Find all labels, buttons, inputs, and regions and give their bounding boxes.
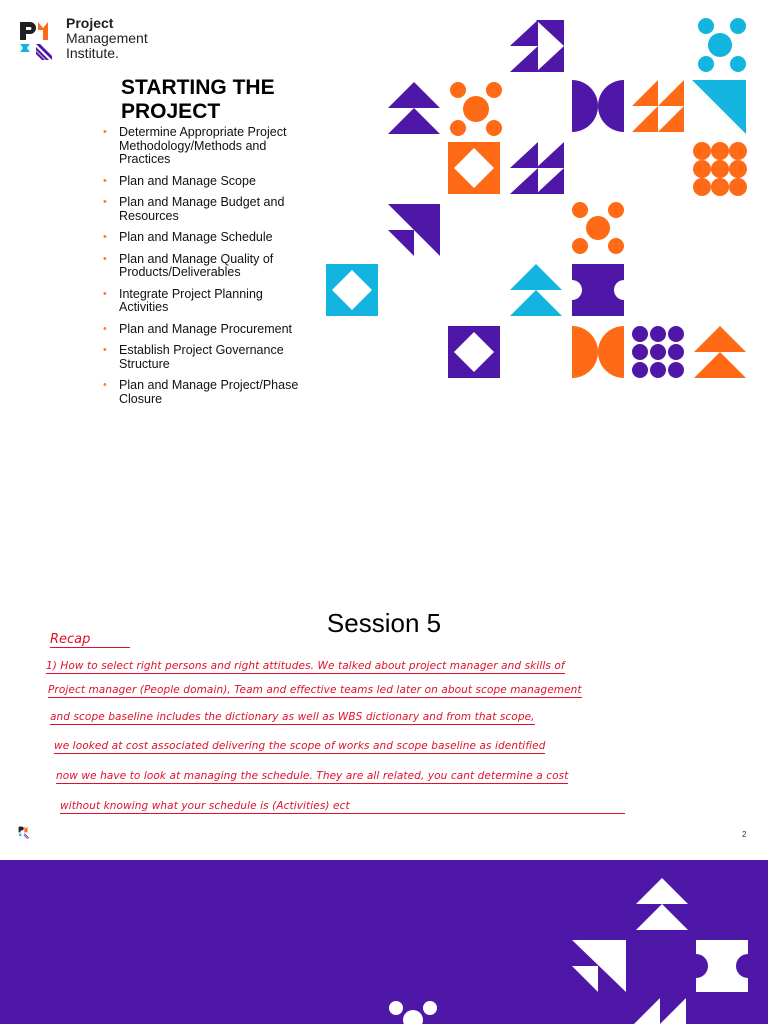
bullet-item <box>103 126 313 167</box>
slide-title <box>121 76 321 124</box>
bullet-item <box>103 175 313 189</box>
cyan-dots-top <box>698 18 746 72</box>
bullet-text-line: Plan and Manage Budget and <box>119 195 285 209</box>
logo-line1: Project <box>66 15 114 31</box>
bullet-item <box>103 231 313 245</box>
orange-triangles-grid <box>632 80 684 132</box>
pmi-logo-icon <box>18 20 62 64</box>
orange-half-moons <box>572 326 624 378</box>
note-line-6: without knowing what your schedule is (Activities) ect <box>60 800 625 814</box>
white-decorative-shapes <box>0 860 768 1024</box>
bullet-text-line: Structure <box>119 356 170 371</box>
purple-corner-triangles <box>388 204 440 256</box>
purple-diamond-square <box>448 326 500 378</box>
bullet-text-line: Plan and Manage Scope <box>119 173 256 188</box>
logo-line2: Management <box>66 30 148 46</box>
note-line-1: 1) How to select right persons and right attitudes. We talked about project manager and skills of <box>46 660 565 672</box>
page-number: 2 <box>742 830 747 839</box>
bullet-text-line: Products/Deliverables <box>119 265 241 279</box>
bullet-text-line: Plan and Manage Quality of <box>119 251 274 266</box>
bullet-item <box>103 379 313 406</box>
purple-dot-grid <box>632 326 684 378</box>
purple-half-moons <box>572 80 624 132</box>
bullet-dot: • <box>103 322 107 335</box>
bullet-text-line: Establish Project Governance <box>119 343 284 357</box>
note-line-3: and scope baseline includes the dictionary as well as WBS dictionary and from that scope, <box>50 711 535 723</box>
cyan-diamond-square <box>326 264 378 316</box>
bullet-dot: • <box>103 126 107 138</box>
pmi-small-logo-icon <box>18 826 32 840</box>
bullet-dot: • <box>103 252 107 265</box>
pmi-logo-text <box>66 16 148 61</box>
purple-triangles-mid <box>510 142 564 194</box>
bullet-dot: • <box>103 196 107 208</box>
orange-dot-grid <box>693 142 747 196</box>
cyan-stacked-triangles <box>510 264 562 316</box>
bullet-dot: • <box>103 231 107 243</box>
bullet-text-line: Closure <box>119 391 163 406</box>
bullet-item <box>103 288 313 315</box>
bullet-text-line: Methodology/Methods and <box>119 138 267 153</box>
slide-title-line1: STARTING THE <box>121 76 275 99</box>
note-line-4: we looked at cost associated delivering the scope of works and scope baseline as identified <box>54 740 546 752</box>
bullet-item <box>103 323 313 337</box>
bullet-item <box>103 196 313 223</box>
purple-stacked-triangles <box>388 82 440 134</box>
note-line-5: now we have to look at managing the schedule. They are all related, you cant determine a cost <box>56 770 569 782</box>
orange-diamond-square <box>448 142 500 194</box>
cyan-arrow-shape <box>692 80 746 134</box>
purple-triangles-top <box>510 20 564 72</box>
logo-line3: Institute. <box>66 45 119 61</box>
next-slide-preview <box>0 860 768 1024</box>
purple-notched-block <box>572 264 624 316</box>
slide-starting-the-project <box>0 0 768 430</box>
note-line-2: Project manager (People domain), Team and effective teams led later on about scope management <box>48 684 582 696</box>
bullet-item <box>103 253 313 280</box>
bullet-text-line: Plan and Manage Schedule <box>119 230 273 244</box>
slide-title-line2: PROJECT <box>121 100 221 123</box>
decorative-shapes <box>320 10 760 390</box>
pmi-logo <box>18 16 168 64</box>
bullet-dot: • <box>103 379 107 391</box>
bullet-text-line: Plan and Manage Project/Phase <box>119 378 299 392</box>
bullet-item <box>103 344 313 371</box>
orange-dots-right <box>572 202 624 254</box>
orange-stacked-triangles <box>694 326 746 378</box>
bullet-text-line: Resources <box>119 208 179 223</box>
bullet-dot: • <box>103 344 107 356</box>
bullet-text-line: Activities <box>119 300 169 314</box>
bullet-text-line: Plan and Manage Procurement <box>119 321 293 336</box>
orange-dots-cluster <box>450 82 502 136</box>
bullet-text-line: Integrate Project Planning <box>119 286 263 301</box>
bullet-list <box>103 126 313 414</box>
session-title: Session 5 <box>326 608 442 638</box>
bullet-dot: • <box>103 174 107 187</box>
bullet-dot: • <box>103 287 107 300</box>
bullet-text-line: Determine Appropriate Project <box>119 125 287 139</box>
bullet-text-line: Practices <box>119 152 171 166</box>
recap-heading: Recap <box>50 632 130 648</box>
